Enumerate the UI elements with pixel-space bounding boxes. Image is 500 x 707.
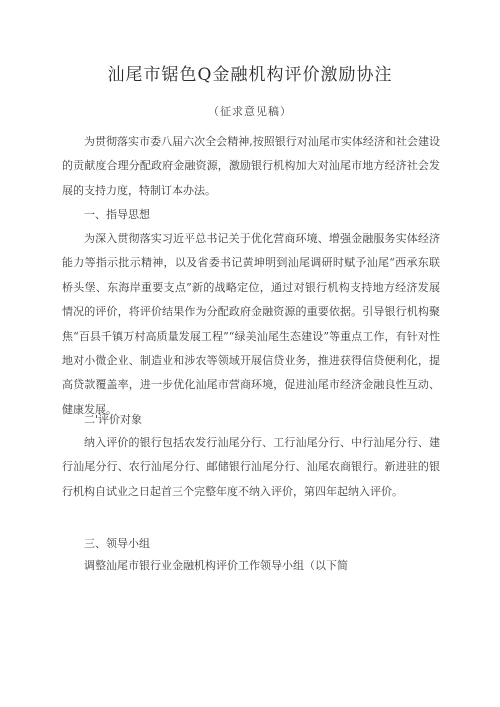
section-heading-leading-group: 三、领导小组 (84, 537, 150, 550)
evaluation-targets-paragraph: 纳入评价的银行包括农发行汕尾分行、工行汕尾分行、中行汕尾分行、建行汕尾分行、农行汕尾分行、邮储银行汕尾分行、汕尾农商银行。新进驻的银行机构自试业之日起首三个完整年度不纳入评价，第四年起纳入评价。 (62, 436, 440, 498)
section-heading-guiding-ideology: 一、指导思想 (84, 208, 150, 221)
intro-paragraph: 为贯彻落实市委八届六次全会精神,按照银行对汕尾市实体经济和社会建设的贡献度合理分配政府金融资源，激励银行机构加大对汕尾市地方经济社会发展的支持力度，特制订本办法。 (62, 135, 440, 197)
document-title: 汕尾市锯色Q金融机构评价激励协注 (107, 65, 393, 85)
section-heading-evaluation-targets: 二'评价对象 (84, 413, 143, 426)
guiding-ideology-paragraph: 为深入贯彻落实习近平总书记关于优化营商环境、增强金融服务实体经济能力等指示批示精神，以及省委书记黄坤明到汕尾调研时赋予汕尾“西承东联桥头堡、东海岸重要支点”新的战略定位，通过对银行机构支持地方经济发展情况的评价，将评价结果作为分配政府金融资源的重要依据。引导银行机构聚焦“百县千镇万村高质量发展工程”“绿美汕尾生态建设”等重点工作，有针对性地对小微企业、制造业和涉农等领域开展信贷业务，推进获得信贷便利化，提高贷款覆盖率，进一步优化汕尾市营商环境，促进汕尾市经济金融良性互动、健康发展。 (62, 232, 440, 416)
document-subtitle: （征求意见稿） (208, 105, 292, 118)
leading-group-paragraph: 调整汕尾市银行业金融机构评价工作领导小组（以下简 (84, 559, 348, 572)
